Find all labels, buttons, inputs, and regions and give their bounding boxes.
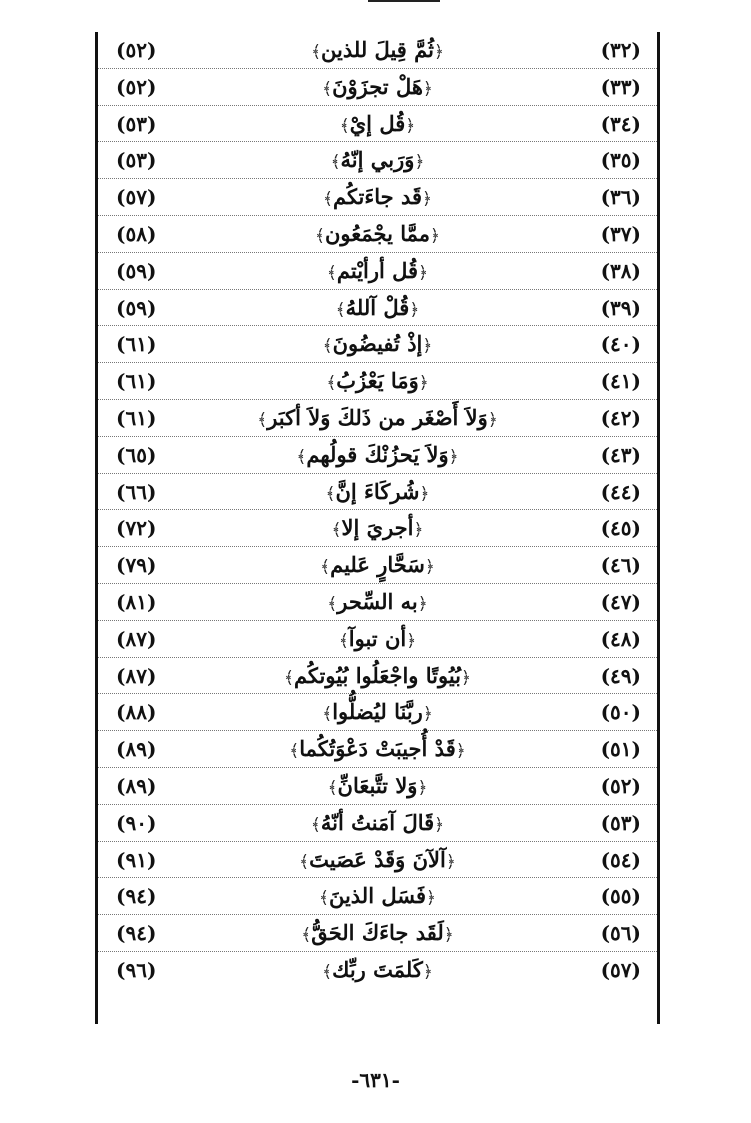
ornate-bracket-close-icon: ﴾ [327,593,338,614]
table-row [98,915,657,952]
ornate-bracket-close-icon: ﴾ [322,961,333,982]
page-reference: (٩٤) [116,921,157,946]
table-row [98,878,657,915]
ornate-bracket-open-icon: ﴿ [413,520,424,541]
ornate-bracket-open-icon: ﴿ [422,961,433,982]
phrase-text: لَقَد جاءَكَ الحَقُّ [311,920,444,946]
ornate-bracket-close-icon: ﴾ [326,373,337,394]
phrase-text: وَلاَ أَصْغَر من ذَلكَ وَلاَ أكبَر [267,404,488,430]
table-row [98,106,657,143]
page-reference: (٨٩) [116,773,157,798]
phrase-text: وَمَا يَعْزُبُ [336,368,419,394]
table-row [98,474,657,511]
phrase-text: أن تبوآ [348,625,407,651]
entry-number: (٤٩) [600,663,641,688]
entry-number: (٤٦) [600,553,641,578]
page-reference: (٦١) [116,405,157,430]
ornate-bracket-close-icon: ﴾ [283,667,294,688]
ornate-bracket-close-icon: ﴾ [296,446,307,467]
table-row [98,253,657,290]
ornate-bracket-close-icon: ﴾ [257,409,268,430]
phrase-text: قَدْ أُجيبَتْ دَعْوَتُكُما [299,736,456,762]
table-row [98,437,657,474]
entry-number: (٤٠) [600,332,641,357]
ornate-bracket-open-icon: ﴿ [418,373,429,394]
quran-phrase [208,915,547,952]
entry-number: (٤٢) [600,405,641,430]
page-reference: (٩١) [116,847,157,872]
ornate-bracket-close-icon: ﴾ [322,704,333,725]
page-reference: (٥٢) [116,74,157,99]
ornate-bracket-close-icon: ﴾ [320,557,331,578]
table-row [98,842,657,879]
phrase-text: إذْ تُفيضُونَ [332,331,423,357]
table-row [98,584,657,621]
entry-number: (٥٣) [600,810,641,835]
ornate-bracket-open-icon: ﴿ [406,630,417,651]
phrase-text: آلآنَ وَقَدْ عَصَيتَ [309,846,446,872]
page-reference: (٩٠) [116,810,157,835]
page-reference: (٥٩) [116,295,157,320]
ornate-bracket-open-icon: ﴿ [424,557,435,578]
phrase-text: سَحَّارٍ عَليم [330,552,425,578]
table-row [98,400,657,437]
entry-number: (٤٨) [600,626,641,651]
entry-number: (٥٧) [600,957,641,982]
entry-number: (٣٧) [600,221,641,246]
quran-phrase [208,474,547,511]
table-row [98,952,657,989]
ornate-bracket-close-icon: ﴾ [327,777,338,798]
phrase-text: وَرَبي إنّهُ [340,147,415,173]
quran-phrase [208,326,547,363]
ornate-bracket-open-icon: ﴿ [409,299,420,320]
table-row [98,768,657,805]
phrase-text: بُيُوتًا واجْعَلُوا بُيُوتكُم [293,662,462,688]
page-reference: (٨٩) [116,737,157,762]
quran-phrase [208,584,547,621]
entry-number: (٣٨) [600,258,641,283]
index-table [95,32,660,1024]
quran-phrase [208,32,547,69]
ornate-bracket-open-icon: ﴿ [448,446,459,467]
quran-phrase [208,253,547,290]
page-reference: (٥٣) [116,111,157,136]
quran-phrase [208,694,547,731]
entry-number: (٤٥) [600,516,641,541]
entry-number: (٣٦) [600,185,641,210]
quran-phrase [208,805,547,842]
ornate-bracket-close-icon: ﴾ [338,630,349,651]
entry-number: (٥٦) [600,921,641,946]
entry-number: (٥٥) [600,884,641,909]
ornate-bracket-close-icon: ﴾ [322,78,333,99]
ornate-bracket-close-icon: ﴾ [325,483,336,504]
ornate-bracket-open-icon: ﴿ [426,888,436,909]
ornate-bracket-close-icon: ﴾ [331,520,342,541]
quran-phrase [208,290,547,327]
ornate-bracket-open-icon: ﴿ [414,152,425,173]
ornate-bracket-close-icon: ﴾ [326,262,337,283]
ornate-bracket-close-icon: ﴾ [323,189,333,210]
page-reference: (٥٧) [116,185,157,210]
quran-phrase [208,363,547,400]
entry-number: (٣٥) [600,148,641,173]
ornate-bracket-open-icon: ﴿ [422,704,433,725]
quran-phrase [208,400,547,437]
quran-phrase [208,216,547,253]
entry-number: (٥٤) [600,847,641,872]
table-row [98,547,657,584]
entry-number: (٣٣) [600,74,641,99]
table-row [98,216,657,253]
table-row [98,142,657,179]
ornate-bracket-close-icon: ﴾ [339,115,350,136]
page-reference: (٥٨) [116,221,157,246]
quran-phrase [208,69,547,106]
entry-number: (٤٤) [600,479,641,504]
phrase-text: قَالَ آمَنتُ أنّهُ [320,809,435,835]
page-reference: (٦١) [116,369,157,394]
page-reference: (٦١) [116,332,157,357]
page-number: -٦٣١- [351,1068,400,1092]
ornate-bracket-open-icon: ﴿ [417,777,428,798]
phrase-text: ممَّا يجْمَعُون [324,220,431,246]
phrase-text: كَلمَتَ ربِّك [332,956,423,982]
quran-phrase [208,547,547,584]
table-row [98,658,657,695]
ornate-bracket-open-icon: ﴿ [430,225,440,246]
table-row [98,179,657,216]
entry-number: (٥٠) [600,700,641,725]
quran-phrase [208,768,547,805]
page-reference: (٦٦) [116,479,157,504]
entry-number: (٣٩) [600,295,641,320]
phrase-text: ثُمَّ قِيلَ للذين [321,37,434,62]
ornate-bracket-open-icon: ﴿ [417,593,428,614]
phrase-text: هَلْ تجزَوْنَ [332,73,423,99]
ornate-bracket-close-icon: ﴾ [310,814,321,835]
table-row [98,621,657,658]
page-reference: (٨١) [116,589,157,614]
ornate-bracket-open-icon: ﴿ [443,925,454,946]
ornate-bracket-open-icon: ﴿ [433,42,444,62]
quran-phrase [208,106,547,143]
ornate-bracket-close-icon: ﴾ [335,299,346,320]
quran-phrase [208,731,547,768]
ornate-bracket-open-icon: ﴿ [434,814,445,835]
phrase-text: فَسَل الذينَ [328,883,427,909]
ornate-bracket-close-icon: ﴾ [315,225,325,246]
ornate-bracket-open-icon: ﴿ [422,336,433,357]
phrase-text: وَلاَ يَحزُنْكَ قولُهم [306,441,449,467]
phrase-text: قَد جاءَتكُم [332,184,423,210]
entry-number: (٤١) [600,369,641,394]
ornate-bracket-open-icon: ﴿ [445,851,456,872]
ornate-bracket-open-icon: ﴿ [487,409,498,430]
ornate-bracket-close-icon: ﴾ [301,925,312,946]
ornate-bracket-open-icon: ﴿ [405,115,416,136]
quran-phrase [208,142,547,179]
ornate-bracket-close-icon: ﴾ [311,42,322,62]
phrase-text: به السِّحر [337,588,418,614]
table-row [98,805,657,842]
entry-number: (٣٢) [600,38,641,62]
ornate-bracket-open-icon: ﴿ [455,741,466,762]
quran-phrase [208,952,547,989]
top-rule [368,0,440,2]
phrase-text: وَلا تتَّبعَانِّ [337,772,418,798]
page-reference: (٩٤) [116,884,157,909]
ornate-bracket-open-icon: ﴿ [422,189,432,210]
ornate-bracket-close-icon: ﴾ [299,851,310,872]
ornate-bracket-open-icon: ﴿ [419,483,430,504]
page-reference: (٧٩) [116,553,157,578]
entry-number: (٥١) [600,737,641,762]
page-reference: (٨٨) [116,700,157,725]
page-reference: (٨٧) [116,626,157,651]
quran-phrase [208,437,547,474]
page-reference: (٥٩) [116,258,157,283]
entry-number: (٤٧) [600,589,641,614]
ornate-bracket-close-icon: ﴾ [318,888,329,909]
page-reference: (٦٥) [116,442,157,467]
quran-phrase [208,179,547,216]
page-reference: (٧٢) [116,516,157,541]
quran-phrase [208,878,547,915]
table-row [98,69,657,106]
entry-number: (٥٢) [600,773,641,798]
ornate-bracket-open-icon: ﴿ [422,78,433,99]
ornate-bracket-close-icon: ﴾ [330,152,341,173]
ornate-bracket-open-icon: ﴿ [418,262,429,283]
quran-phrase [208,842,547,879]
phrase-text: ربَّنَا ليُضلُّوا [332,699,423,725]
quran-phrase [208,510,547,547]
entry-number: (٣٤) [600,111,641,136]
phrase-text: قُل إيْ [349,110,406,136]
table-row [98,32,657,69]
phrase-text: شُركَاءَ إنَّ [335,478,420,504]
table-row [98,290,657,327]
ornate-bracket-close-icon: ﴾ [322,336,333,357]
page-reference: (٥٢) [116,38,157,62]
phrase-text: أجريَ إلا [341,515,414,541]
entry-number: (٤٣) [600,442,641,467]
table-row [98,510,657,547]
phrase-text: قُل أرأيْتم [336,257,419,283]
quran-phrase [208,621,547,658]
phrase-text: قُلْ آللهُ [345,294,410,320]
table-row [98,326,657,363]
page-reference: (٥٣) [116,148,157,173]
table-row [98,731,657,768]
table-row [98,694,657,731]
ornate-bracket-close-icon: ﴾ [289,741,300,762]
table-row [98,363,657,400]
quran-phrase [208,658,547,695]
page-reference: (٨٧) [116,663,157,688]
ornate-bracket-open-icon: ﴿ [461,667,471,688]
page-reference: (٩٦) [116,957,157,982]
